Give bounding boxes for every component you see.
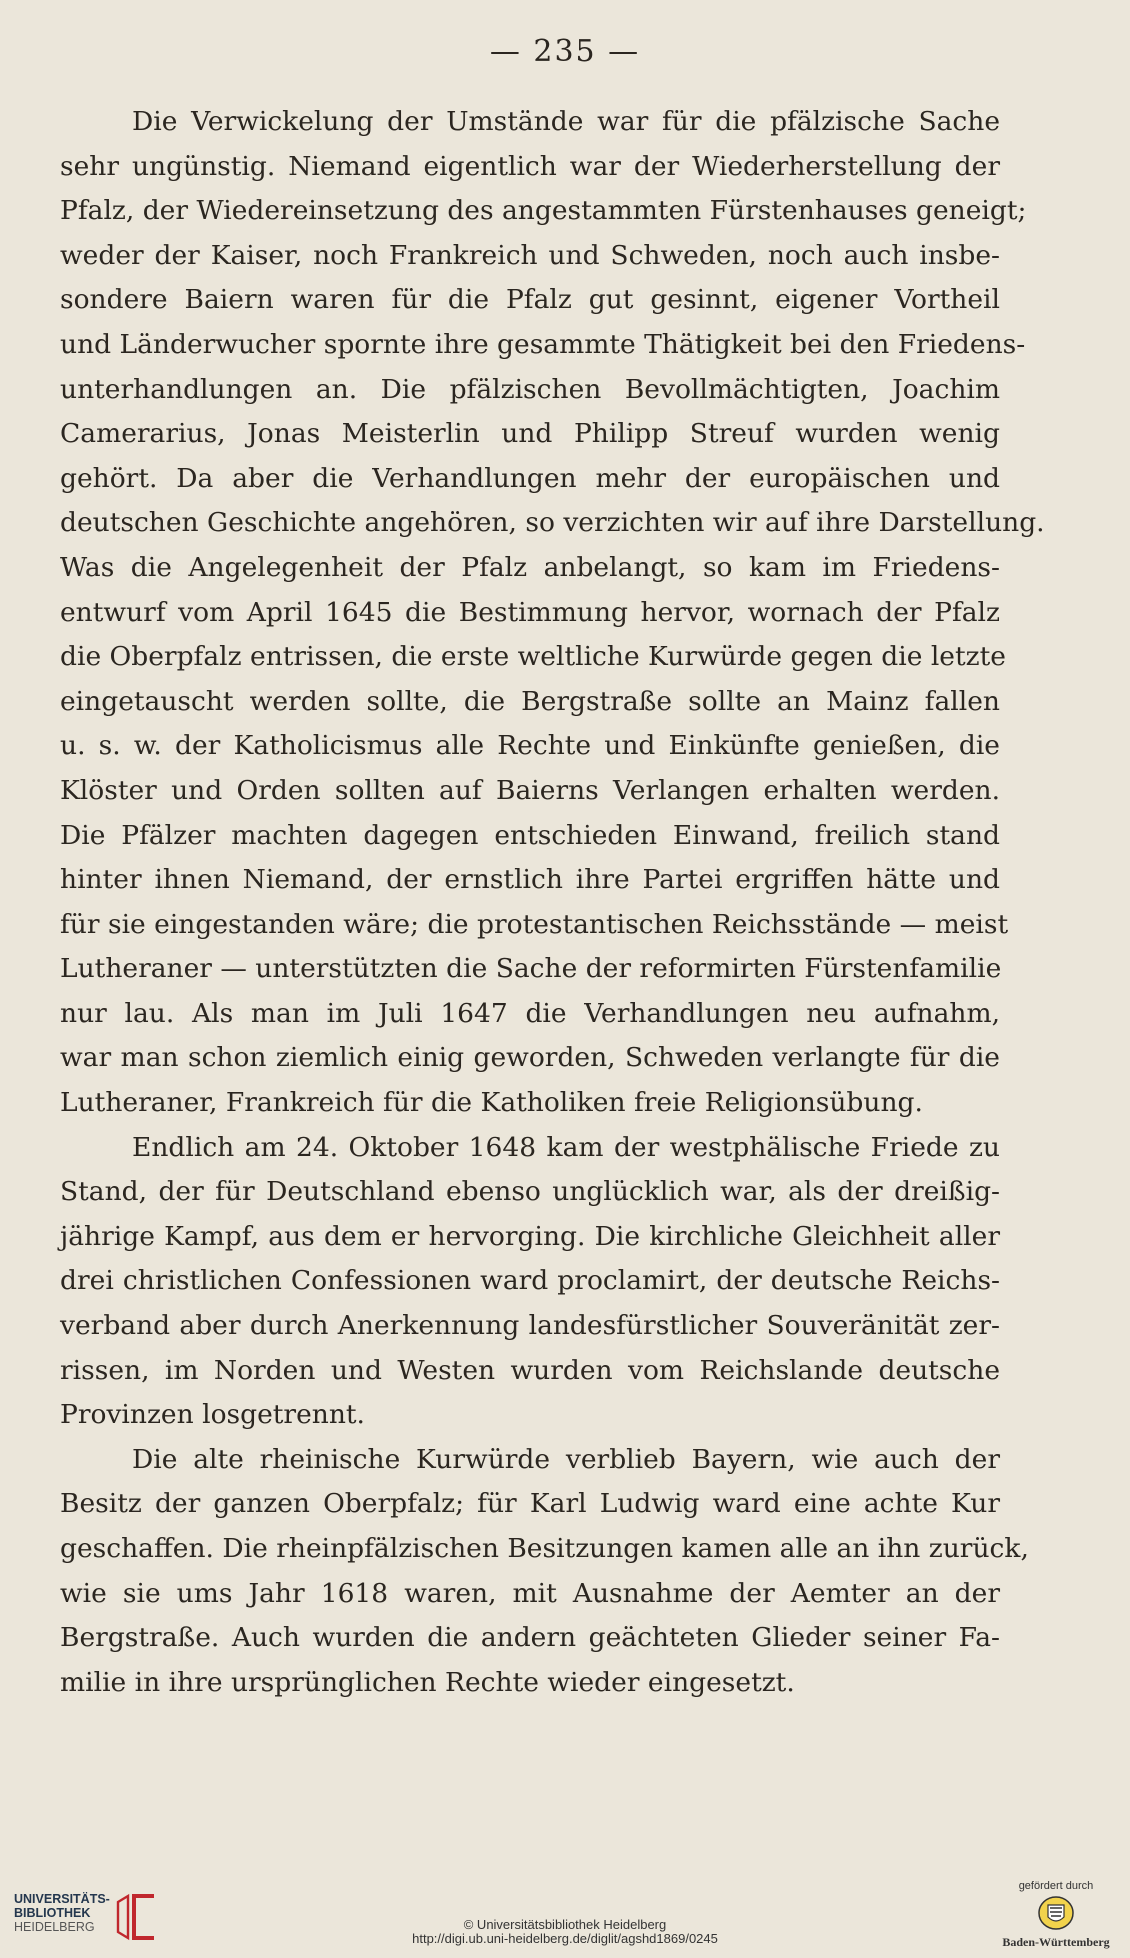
text-line: deutschen Geschichte angehören, so verzichten wir auf ihre Darstellung.: [60, 507, 1045, 539]
paragraph: [60, 1438, 1029, 1706]
text-line: Lutheraner, Frankreich für die Katholiken freie Religionsübung.: [60, 1087, 923, 1119]
text-line: rissen, im Norden und Westen wurden vom Reichslande deutsche: [60, 1354, 1000, 1386]
text-line: unterhandlungen an. Die pfälzischen Bevollmächtigten, Joachim: [60, 373, 1000, 405]
text-line: Die alte rheinische Kurwürde verblieb Bayern, wie auch der: [132, 1443, 1000, 1475]
text-line: weder der Kaiser, noch Frankreich und Schweden, noch auch insbe-: [60, 239, 1000, 271]
text-line: sehr ungünstig. Niemand eigentlich war der Wiederherstellung der: [60, 150, 1000, 182]
text-line: Stand, der für Deutschland ebenso unglücklich war, als der dreißig-: [60, 1176, 1000, 1208]
permalink[interactable]: http://digi.ub.uni-heidelberg.de/diglit/agshd1869/0245: [412, 1931, 718, 1946]
body-text: [60, 100, 1045, 1705]
text-line: geschaffen. Die rheinpfälzischen Besitzungen kamen alle an ihn zurück,: [60, 1533, 1029, 1564]
text-line: nur lau. Als man im Juli 1647 die Verhandlungen neu aufnahm,: [60, 997, 1000, 1029]
library-name-line: BIBLIOTHEK: [14, 1906, 91, 1920]
text-line: für sie eingestanden wäre; die protestantischen Reichsstände — meist: [60, 908, 1009, 940]
library-name-line: UNIVERSITÄTS-: [14, 1892, 110, 1906]
text-line: Bergstraße. Auch wurden die andern geächteten Glieder seiner Fa-: [60, 1622, 1000, 1654]
text-line: Provinzen losgetrennt.: [60, 1399, 365, 1431]
text-line: eingetauscht werden sollte, die Bergstraße sollte an Mainz fallen: [60, 685, 1000, 717]
text-line: Die Verwickelung der Umstände war für die pfälzische Sache: [132, 106, 1000, 137]
text-line: Was die Angelegenheit der Pfalz anbelangt, so kam im Friedens-: [60, 551, 1000, 583]
text-line: die Oberpfalz entrissen, die erste weltliche Kurwürde gegen die letzte: [60, 641, 1006, 673]
paragraph: [60, 1126, 1000, 1438]
text-line: und Länderwucher spornte ihre gesammte Thätigkeit bei den Friedens-: [60, 328, 1026, 360]
text-line: wie sie ums Jahr 1618 waren, mit Ausnahme der Aemter an der: [60, 1577, 1000, 1609]
text-line: milie in ihre ursprünglichen Rechte wieder eingesetzt.: [60, 1666, 795, 1698]
library-name-line: HEIDELBERG: [14, 1920, 95, 1934]
text-line: Pfalz, der Wiedereinsetzung des angestammten Fürstenhauses geneigt;: [60, 195, 1027, 227]
page-number: — 235 —: [489, 34, 641, 69]
sponsor-label: gefördert durch: [1018, 1880, 1094, 1892]
text-line: Lutheraner — unterstützten die Sache der reformirten Fürstenfamilie: [60, 953, 1002, 985]
text-line: Klöster und Orden sollten auf Baierns Verlangen erhalten werden.: [60, 774, 1000, 806]
sponsor-block: [996, 1880, 1116, 1950]
text-line: Besitz der ganzen Oberpfalz; für Karl Ludwig ward eine achte Kur: [60, 1488, 1000, 1520]
text-line: hinter ihnen Niemand, der ernstlich ihre Partei ergriffen hätte und: [60, 864, 1000, 896]
text-line: u. s. w. der Katholicismus alle Rechte und Einkünfte genießen, die: [60, 730, 1000, 762]
text-line: war man schon ziemlich einig geworden, Schweden verlangte für die: [60, 1042, 1000, 1074]
text-line: drei christlichen Confessionen ward proclamirt, der deutsche Reichs-: [60, 1265, 1000, 1297]
copyright-notice: [0, 1918, 1130, 1946]
crest-icon: [1036, 1895, 1076, 1931]
text-line: entwurf vom April 1645 die Bestimmung hervor, wornach der Pfalz: [60, 596, 1000, 628]
text-line: Endlich am 24. Oktober 1648 kam der westphälische Friede zu: [132, 1131, 1000, 1163]
copyright-text: © Universitätsbibliothek Heidelberg: [463, 1917, 667, 1932]
text-line: gehört. Da aber die Verhandlungen mehr der europäischen und: [60, 462, 1000, 494]
text-line: Die Pfälzer machten dagegen entschieden Einwand, freilich stand: [60, 819, 1000, 851]
text-line: Camerarius, Jonas Meisterlin und Philipp Streuf wurden wenig: [60, 418, 1000, 450]
sponsor-name: Baden-Württemberg: [1002, 1935, 1110, 1949]
text-line: jährige Kampf, aus dem er hervorging. Die kirchliche Gleichheit aller: [60, 1220, 1000, 1252]
text-line: verband aber durch Anerkennung landesfürstlicher Souveränität zer-: [60, 1310, 1000, 1342]
page-footer: [0, 1878, 1130, 1958]
text-line: sondere Baiern waren für die Pfalz gut gesinnt, eigener Vortheil: [60, 284, 1000, 316]
paragraph: [60, 100, 1045, 1126]
